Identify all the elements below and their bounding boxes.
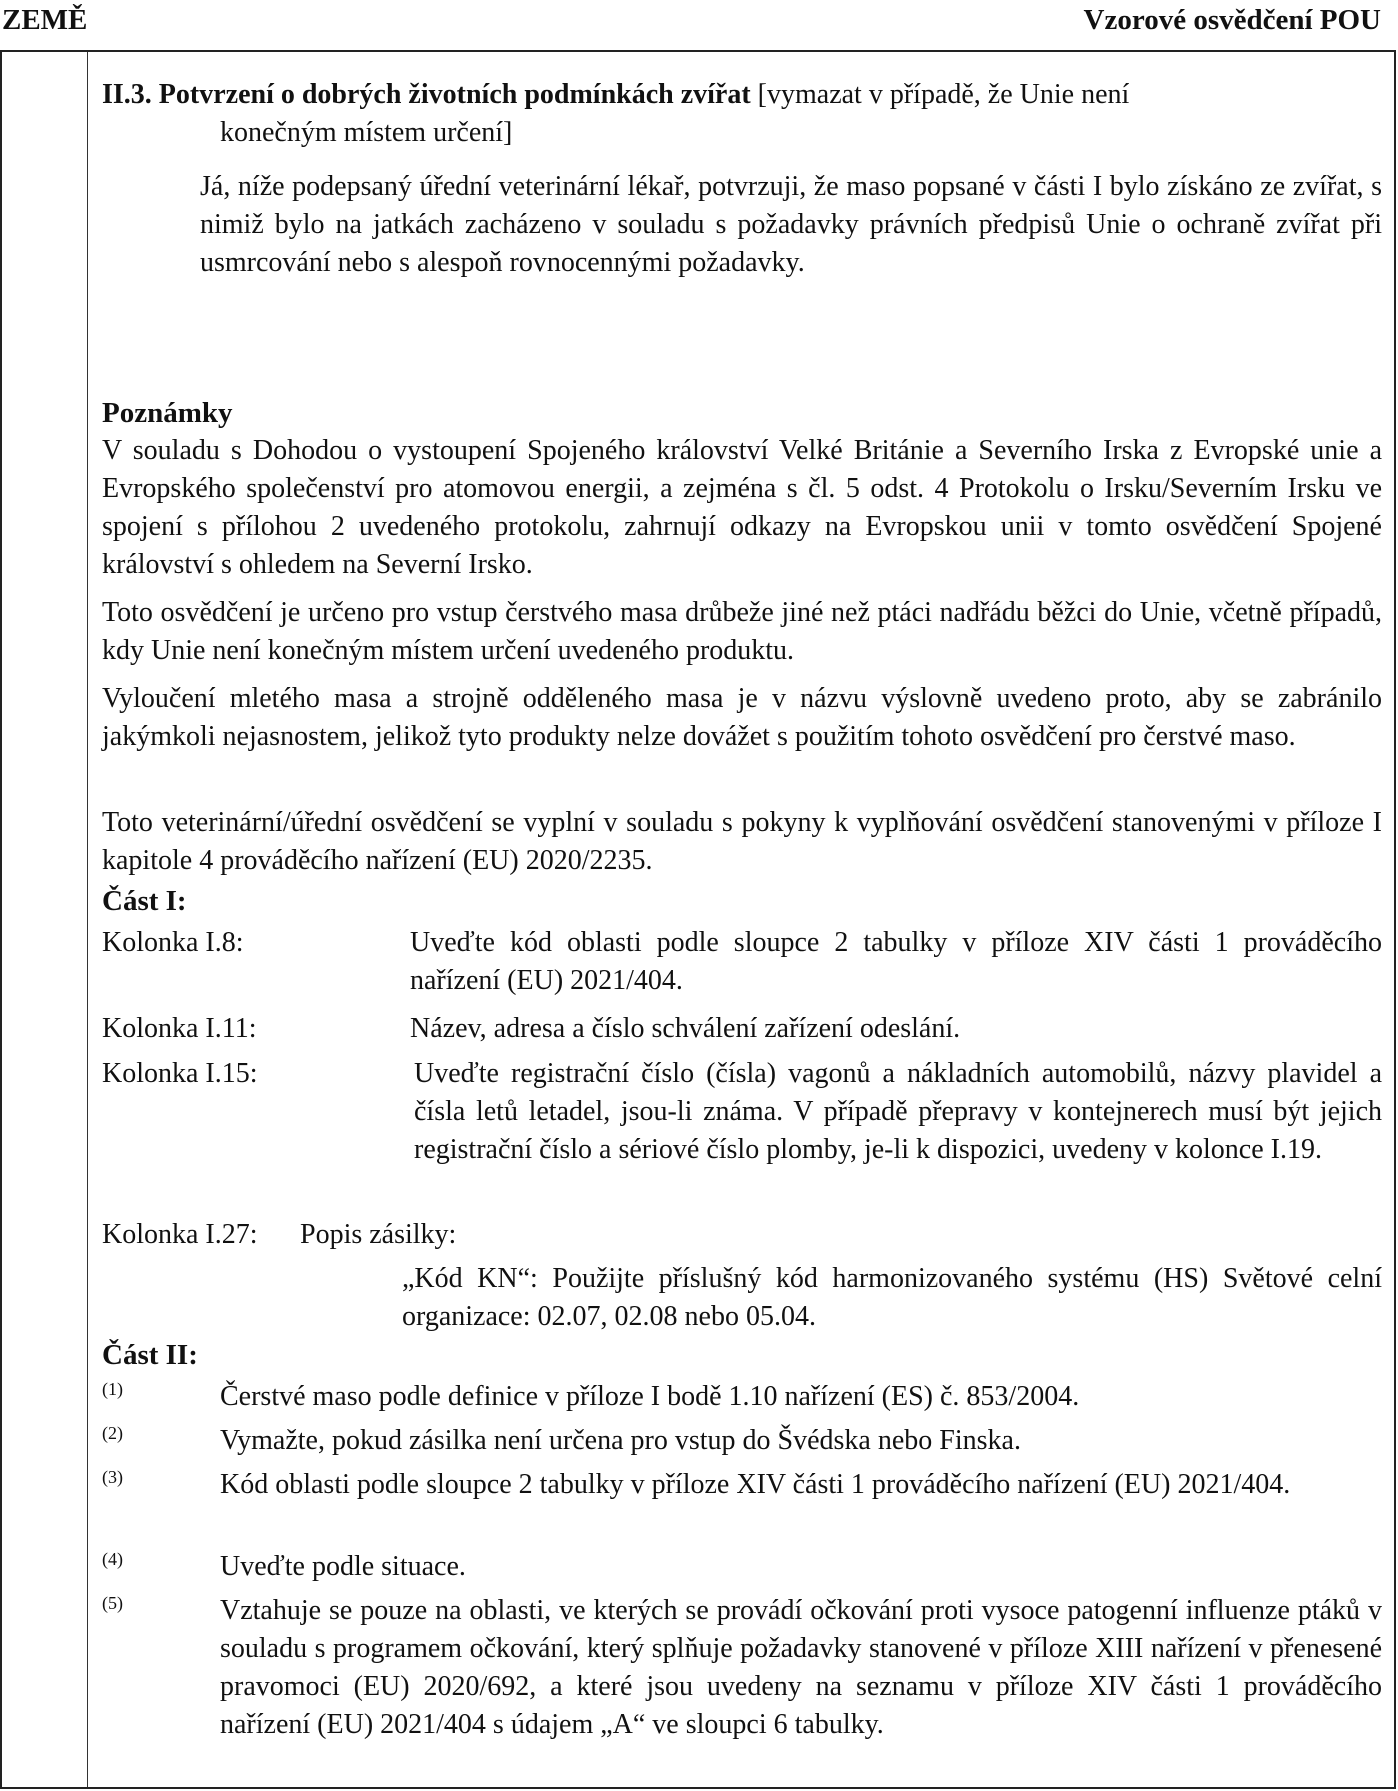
section-title-note: [vymazat v případě, že Unie není xyxy=(757,79,1130,110)
notes-paragraph: Toto veterinární/úřední osvědčení se vyplní v souladu s pokyny k vyplňování osvědčení stanovenými v příloze I kapitole 4 prováděcího nařízení (EU) 2020/2235. xyxy=(102,807,1382,876)
kn-code-note: „Kód KN“: Použijte příslušný kód harmonizovaného systému (HS) Světové celní organizace: 02.07, 02.08 nebo 05.04. xyxy=(402,1263,1382,1332)
part-i-heading: Část I: xyxy=(102,885,187,917)
box-label: Kolonka I.27: xyxy=(102,1219,258,1250)
certificate-frame xyxy=(0,50,1396,1789)
notes-heading: Poznámky xyxy=(102,397,233,429)
section-ii3-title xyxy=(102,76,1382,152)
box-text: Popis zásilky: xyxy=(300,1219,457,1250)
section-title-note-cont: konečným místem určení] xyxy=(220,117,513,148)
box-label: Kolonka I.11: xyxy=(102,1013,257,1044)
notes-paragraph: V souladu s Dohodou o vystoupení Spojeného království Velké Británie a Severního Irska z Evropské unie a Evropského společenství pro atomovou energii, a zejména s čl. 5 odst. 4 Protokolu o Irsku/Severním Irsku ve spojení s přílohou 2 uvedeného protokolu, zahrnují odkazy na Evropskou unii v tomto osvědčení Spojené království s ohledem na Severní Irsko. xyxy=(102,435,1382,580)
part-ii-heading: Část II: xyxy=(102,1339,198,1371)
footnote-mark: (1) xyxy=(102,1379,123,1399)
page-header xyxy=(0,0,1398,50)
section-ii3-body: Já, níže podepsaný úřední veterinární lékař, potvrzuji, že maso popsané v části I bylo získáno ze zvířat, s nimiž bylo na jatkách zacházeno v souladu s požadavky právních předpisů Unie o ochraně zvířat při usmrcování nebo s alespoň rovnocennými požadavky. xyxy=(200,171,1382,278)
box-label: Kolonka I.15: xyxy=(102,1058,258,1089)
section-title: Potvrzení o dobrých životních podmínkách zvířat xyxy=(158,79,751,110)
section-number: II.3. xyxy=(102,79,152,110)
box-text: Uveďte kód oblasti podle sloupce 2 tabulky v příloze XIV části 1 prováděcího nařízení (EU) 2021/404. xyxy=(410,927,1382,996)
notes-paragraph: Vyloučení mletého masa a strojně odděleného masa je v názvu výslovně uvedeno proto, aby se zabránilo jakýmkoli nejasnostem, jelikož tyto produkty nelze dovážet s použitím tohoto osvědčení pro čerstvé maso. xyxy=(102,683,1382,752)
footnote-text: Čerstvé maso podle definice v příloze I bodě 1.10 nařízení (ES) č. 853/2004. xyxy=(220,1381,1080,1412)
box-label: Kolonka I.8: xyxy=(102,927,244,958)
header-country: ZEMĚ xyxy=(2,4,88,36)
box-text: Název, adresa a číslo schválení zařízení odeslání. xyxy=(410,1013,961,1044)
footnote-text: Vymažte, pokud zásilka není určena pro vstup do Švédska nebo Finska. xyxy=(220,1425,1021,1456)
footnote-mark: (4) xyxy=(102,1549,123,1569)
header-certificate-title: Vzorové osvědčení POU xyxy=(1083,4,1381,36)
footnote-text: Vztahuje se pouze na oblasti, ve kterých se provádí očkování proti vysoce patogenní influenze ptáků v souladu s programem očkování, který splňuje požadavky stanovené v příloze XIII nařízení v přenesené pravomoci (EU) 2020/692, a které jsou uvedeny na seznamu v příloze XIV části 1 prováděcího nařízení (EU) 2021/404 s údajem „A“ ve sloupci 6 tabulky. xyxy=(220,1595,1382,1740)
footnote-mark: (3) xyxy=(102,1467,123,1487)
footnote-mark: (5) xyxy=(102,1593,123,1613)
footnote-mark: (2) xyxy=(102,1423,123,1443)
footnote-text: Uveďte podle situace. xyxy=(220,1551,466,1582)
notes-paragraph: Toto osvědčení je určeno pro vstup čerstvého masa drůbeže jiné než ptáci nadřádu běžci do Unie, včetně případů, kdy Unie není konečným místem určení uvedeného produktu. xyxy=(102,597,1382,666)
box-text: Uveďte registrační číslo (čísla) vagonů a nákladních automobilů, názvy plavidel a čísla letů letadel, jsou-li známa. V případě přepravy v kontejnerech musí být jejich registrační číslo a sériové číslo plomby, je-li k dispozici, uvedeny v kolonce I.19. xyxy=(414,1058,1382,1165)
left-margin-column xyxy=(0,52,88,1787)
footnote-text: Kód oblasti podle sloupce 2 tabulky v příloze XIV části 1 prováděcího nařízení (EU) 2021/404. xyxy=(220,1469,1291,1500)
